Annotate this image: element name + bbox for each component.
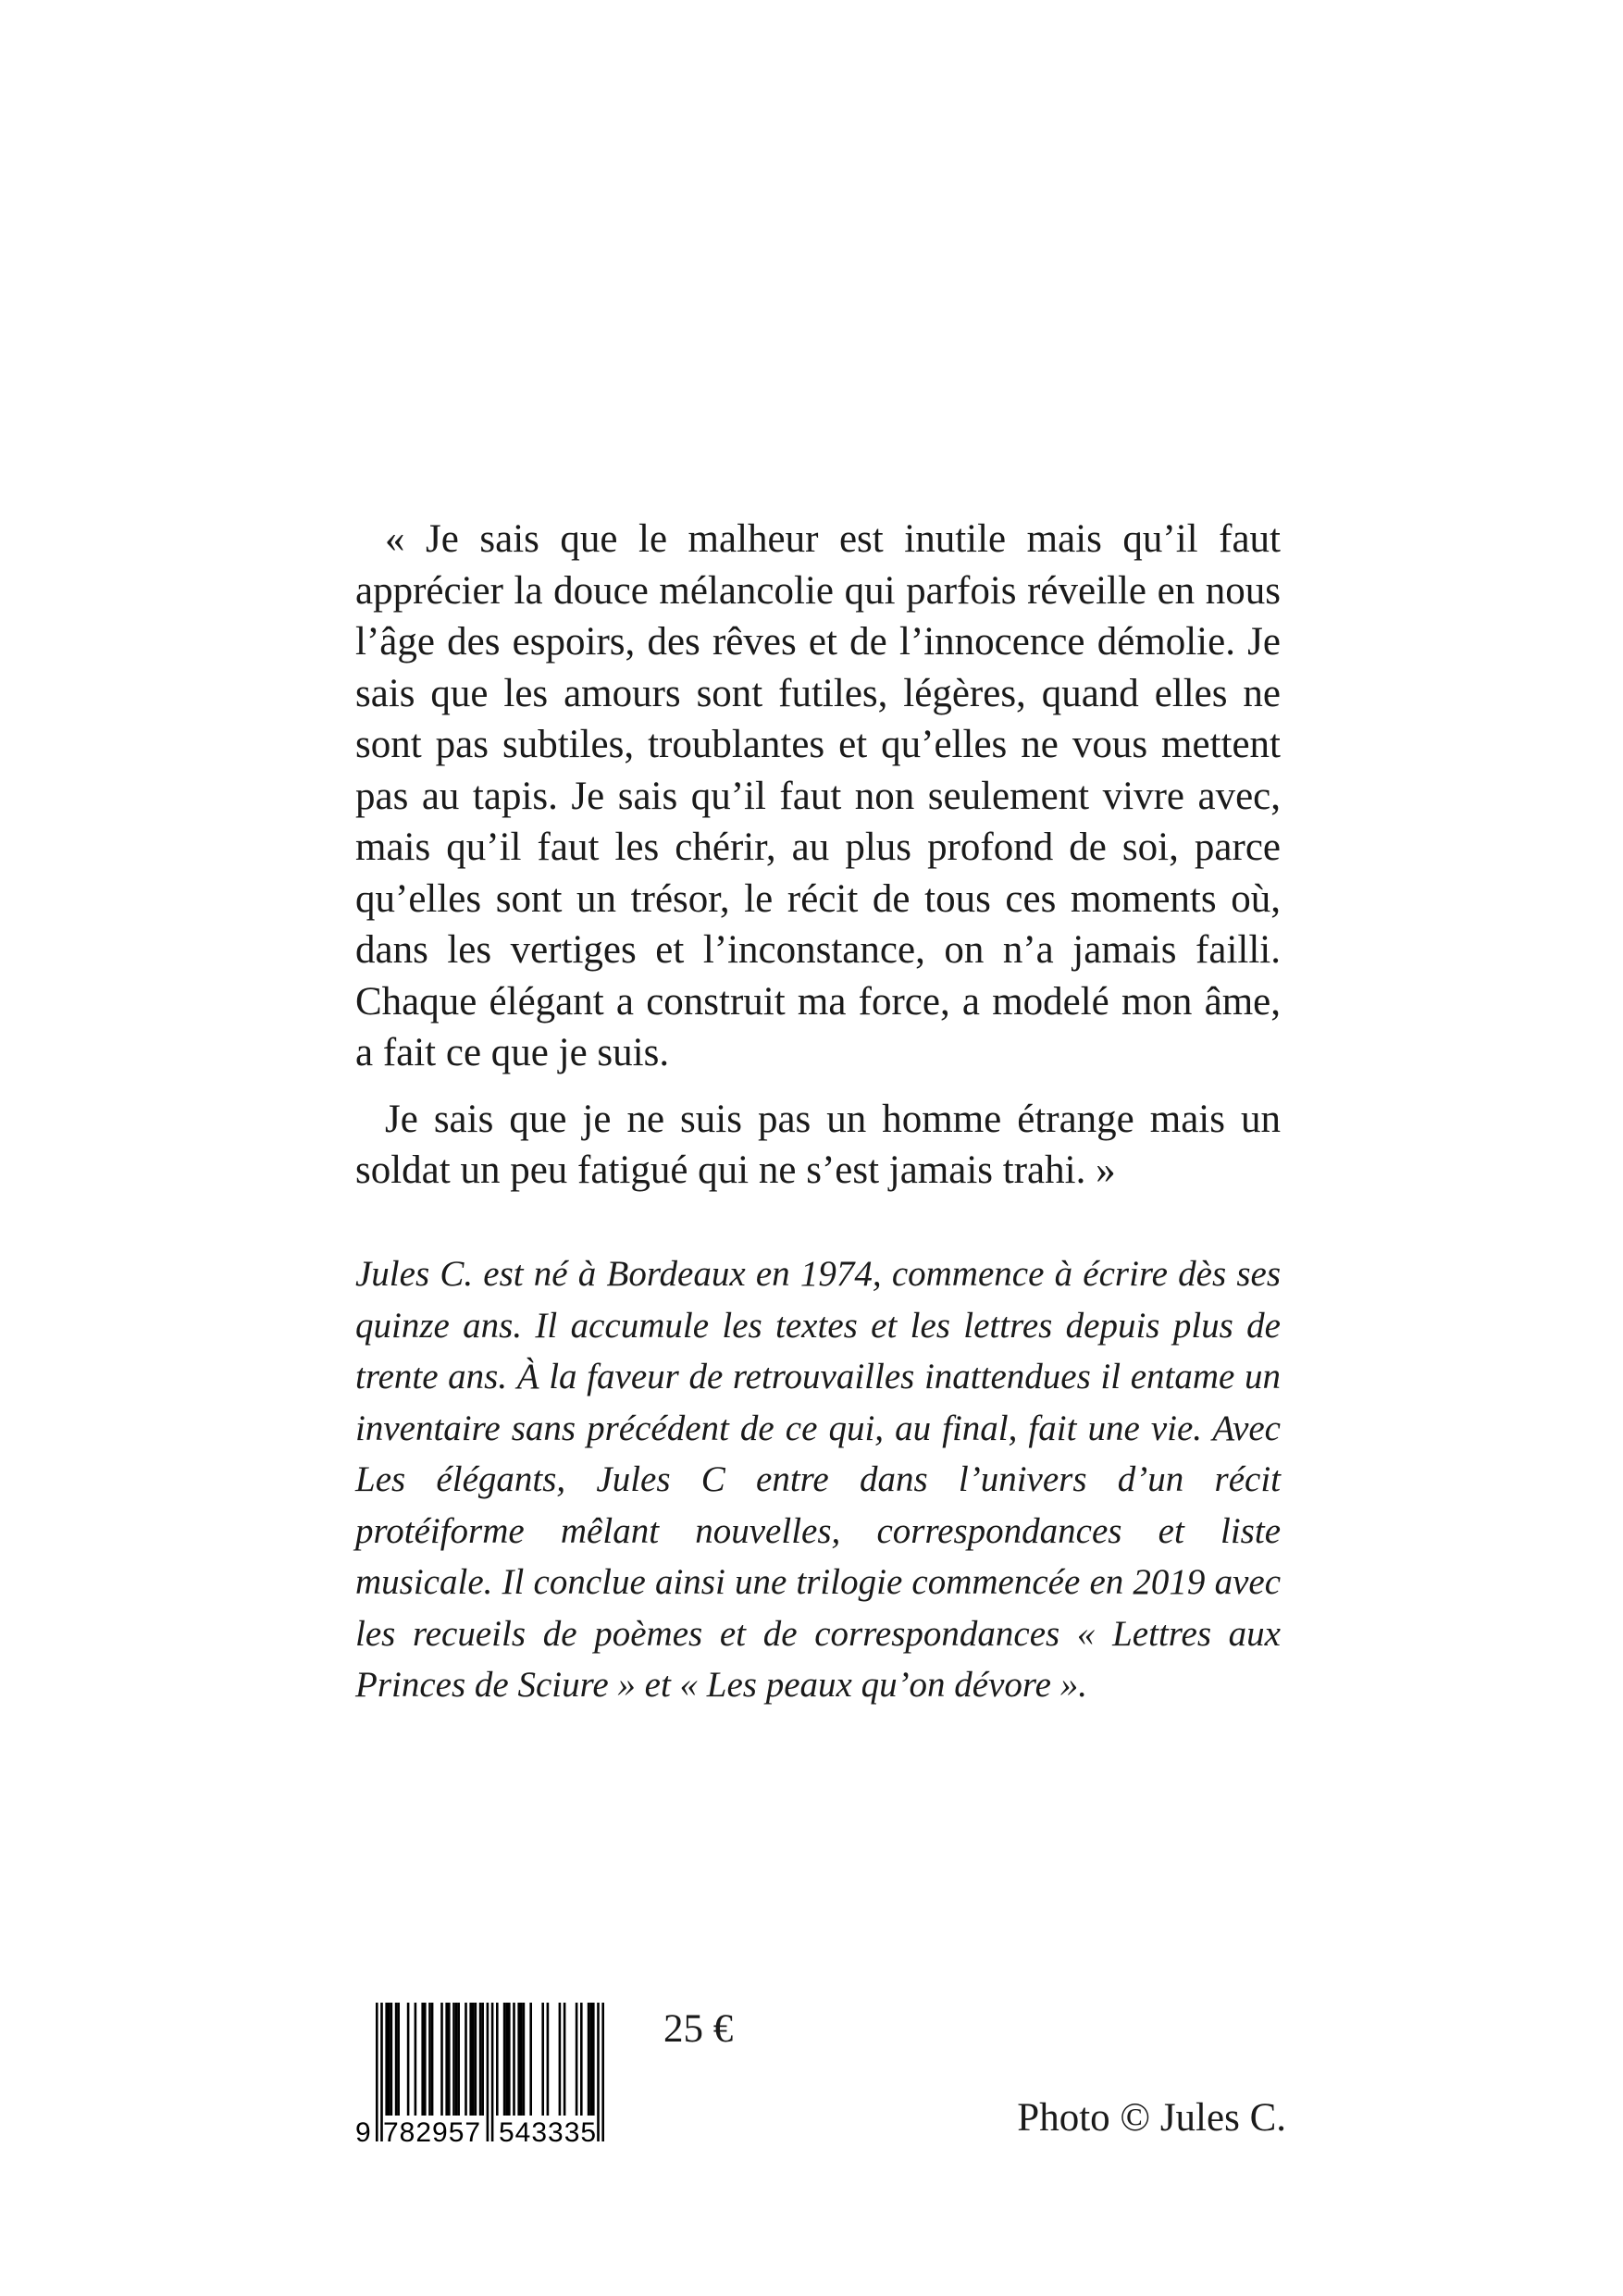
barcode-bar	[395, 2003, 398, 2116]
barcode-right-group: 543335	[499, 2116, 597, 2151]
barcode-bar	[415, 2003, 417, 2116]
barcode-bar	[388, 2003, 390, 2116]
author-bio	[355, 1248, 1281, 1711]
isbn-barcode	[355, 2003, 619, 2151]
barcode-bar	[445, 2003, 448, 2116]
barcode-bar	[390, 2003, 393, 2116]
quote-paragraph-2: Je sais que je ne suis pas un homme étrange mais un soldat un peu fatigué qui ne s’est jamais trahi. »	[355, 1097, 1281, 1192]
barcode-bar	[448, 2003, 451, 2116]
barcode-bar	[580, 2003, 583, 2116]
barcode-bar	[505, 2003, 508, 2116]
barcode-bar	[513, 2003, 515, 2116]
barcode-bar	[523, 2003, 526, 2116]
quote-paragraph-1: « Je sais que le malheur est inutile mais qu’il faut apprécier la douce mélancolie qui parfois réveille en nous l’âge des espoirs, des rêves et de l’innocence démolie. Je sais que les amours sont futiles, légères, quand elles ne sont pas subtiles, troublantes et qu’elles ne vous mettent pas au tapis. Je sais qu’il faut non seulement vivre avec, mais qu’il faut les chérir, au plus profond de soi, parce qu’elles sont un trésor, le récit de tous ces moments où, dans les vertiges et l’inconstance, on n’a jamais failli. Chaque élégant a construit ma force, a modelé mon âme, a fait ce que je suis.	[355, 517, 1281, 1074]
barcode-bar	[455, 2003, 458, 2116]
barcode-bar	[588, 2003, 590, 2116]
barcode-bar	[469, 2003, 472, 2116]
barcode-bar	[592, 2003, 595, 2116]
barcode-bar	[576, 2003, 578, 2116]
barcode-bar	[424, 2003, 427, 2116]
barcode-bar	[529, 2003, 532, 2116]
barcode-bar	[520, 2003, 523, 2116]
photo-credit: Photo © Jules C.	[1017, 2096, 1286, 2140]
barcode-bar	[431, 2003, 434, 2116]
barcode-bar	[541, 2003, 544, 2116]
barcode-bar	[428, 2003, 431, 2116]
barcode-bar	[547, 2003, 550, 2116]
barcode-bar	[457, 2003, 460, 2116]
barcode-digits	[355, 2116, 619, 2151]
barcode-left-group: 782957	[383, 2116, 481, 2151]
barcode-bar	[503, 2003, 506, 2116]
barcode-bar	[421, 2003, 424, 2116]
barcode-bar	[407, 2003, 410, 2116]
barcode-bar	[385, 2003, 388, 2116]
barcode-bar	[481, 2003, 484, 2116]
barcode-bar	[440, 2003, 443, 2116]
barcode-bar	[475, 2003, 477, 2116]
barcode-bar	[397, 2003, 400, 2116]
barcode-bar	[564, 2003, 566, 2116]
barcode-bar	[496, 2003, 499, 2116]
barcode-first-digit: 9	[355, 2116, 371, 2151]
author-bio-text: Jules C. est né à Bordeaux en 1974, commence à écrire dès ses quinze ans. Il accumule les textes et les lettres depuis plus de trente ans. À la faveur de retrouvailles inattendues il entame un inventaire sans précédent de ce qui, au final, fait une vie. Avec Les élégants, Jules C entre dans l’univers d’un récit protéiforme mêlant nouvelles, correspondances et liste musicale. Il conclue ainsi une trilogie commencée en 2019 avec les recueils de poèmes et de correspondances « Lettres aux Princes de Sciure » et « Les peaux qu’on dévore ».	[355, 1254, 1281, 1705]
barcode-bar	[465, 2003, 467, 2116]
barcode-bar	[559, 2003, 562, 2116]
barcode-bar	[589, 2003, 592, 2116]
barcode-bar	[517, 2003, 520, 2116]
price-label: 25 €	[663, 2007, 734, 2051]
barcode-bar	[479, 2003, 482, 2116]
back-cover-quote	[355, 514, 1281, 1197]
barcode-bar	[472, 2003, 475, 2116]
barcode-bar	[508, 2003, 511, 2116]
barcode-bar	[452, 2003, 455, 2116]
